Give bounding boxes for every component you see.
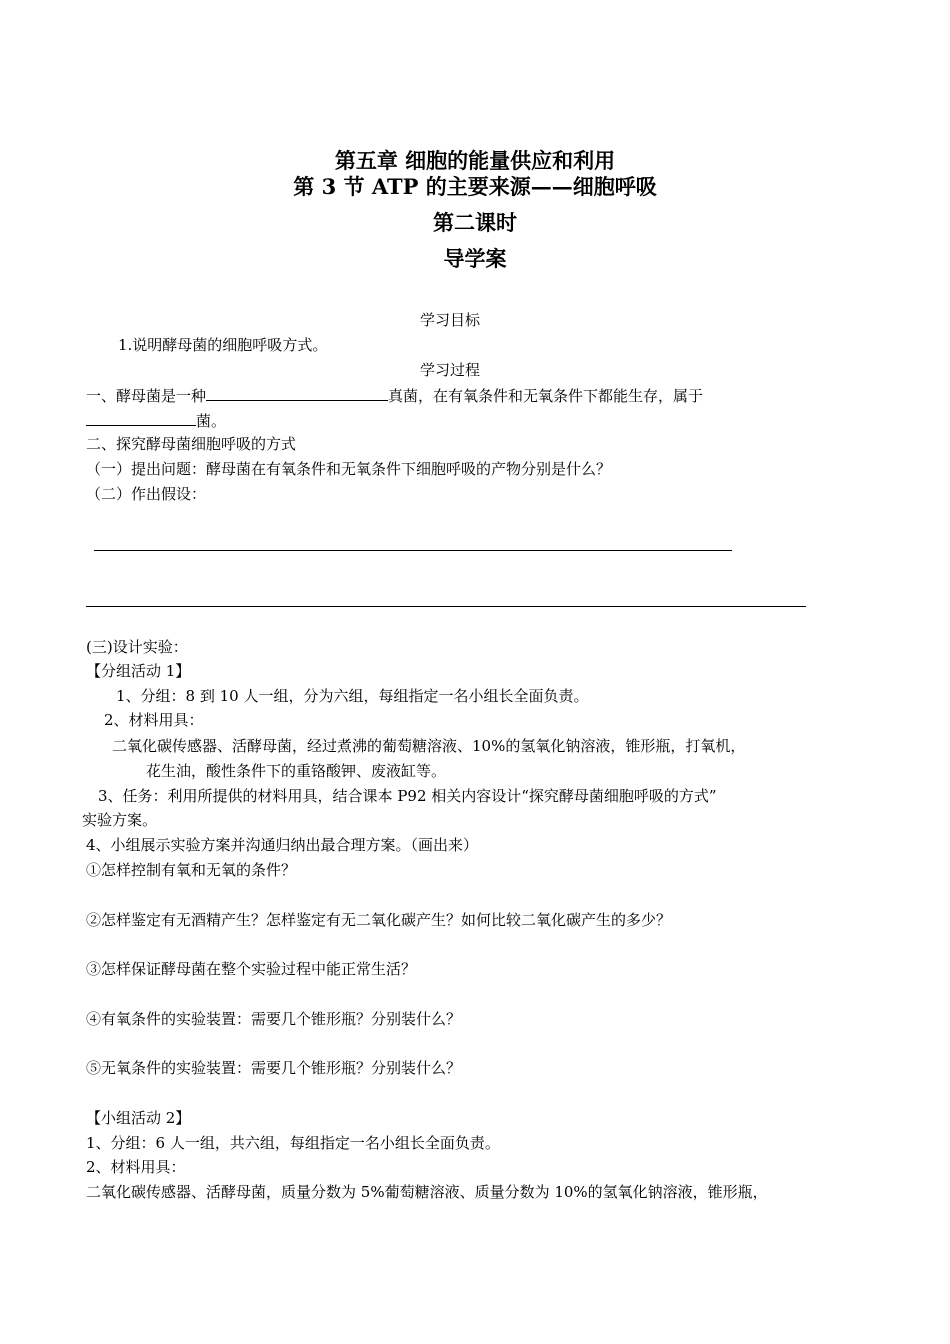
goal-item-1: 1.说明酵母菌的细胞呼吸方式。 <box>118 336 328 354</box>
activity-2-grouping: 1、分组：6 人一组，共六组，每组指定一名小组长全面负责。 <box>86 1134 500 1152</box>
goals-heading: 学习目标 <box>419 311 480 329</box>
chapter-title: 第五章 细胞的能量供应和利用 <box>334 148 616 173</box>
activity-1-materials-line-2: 花生油，酸性条件下的重铬酸钾、废液缸等。 <box>146 762 447 780</box>
doc-type-title: 导学案 <box>443 246 507 271</box>
guide-question-5: ⑤无氧条件的实验装置：需要几个锥形瓶？分别装什么？ <box>86 1059 462 1077</box>
part-2-heading: 二、探究酵母菌细胞呼吸的方式 <box>86 435 297 453</box>
answer-blank-fungus-type[interactable] <box>206 385 388 401</box>
question-1-suffix: 菌。 <box>196 412 227 430</box>
step-2-hypothesis: （二）作出假设： <box>86 485 207 503</box>
step-1-question: （一）提出问题：酵母菌在有氧条件和无氧条件下细胞呼吸的产物分别是什么？ <box>86 460 612 478</box>
activity-2-materials-line-1: 二氧化碳传感器、活酵母菌，质量分数为 5%葡萄糖溶液、质量分数为 10%的氢氧化钠溶液，锥形瓶， <box>86 1183 768 1201</box>
question-1-prefix: 一、酵母菌是一种 <box>86 387 207 405</box>
activity-1-grouping: 1、分组：8 到 10 人一组，分为六组，每组指定一名小组长全面负责。 <box>116 687 589 705</box>
question-1-line-2 <box>86 410 226 431</box>
hypothesis-answer-line-1[interactable] <box>94 550 732 551</box>
step-3-design: (三)设计实验： <box>86 638 188 656</box>
activity-1-materials-line-1: 二氧化碳传感器、活酵母菌，经过煮沸的葡萄糖溶液、10%的氢氧化钠溶液，锥形瓶，打氧机， <box>112 737 746 755</box>
guide-question-4: ④有氧条件的实验装置：需要几个锥形瓶？分别装什么？ <box>86 1010 462 1028</box>
activity-2-title: 【小组活动 2】 <box>86 1109 191 1127</box>
activity-1-materials-label: 2、材料用具： <box>104 711 204 729</box>
activity-1-task-line-2: 实验方案。 <box>82 811 158 829</box>
answer-blank-fungus-class[interactable] <box>86 410 196 426</box>
activity-1-present: 4、小组展示实验方案并沟通归纳出最合理方案。（画出来） <box>86 836 479 854</box>
process-heading: 学习过程 <box>419 361 480 379</box>
activity-1-title: 【分组活动 1】 <box>86 662 191 680</box>
guide-question-3: ③怎样保证酵母菌在整个实验过程中能正常生活？ <box>86 960 417 978</box>
question-1-mid: 真菌，在有氧条件和无氧条件下都能生存，属于 <box>388 387 704 405</box>
guide-question-1: ①怎样控制有氧和无氧的条件？ <box>86 861 297 879</box>
guide-question-2: ②怎样鉴定有无酒精产生？怎样鉴定有无二氧化碳产生？如何比较二氧化碳产生的多少？ <box>86 911 672 929</box>
hypothesis-answer-line-2[interactable] <box>86 606 806 607</box>
activity-1-task-line-1: 3、任务：利用所提供的材料用具，结合课本 P92 相关内容设计“探究酵母菌细胞呼吸的方式” <box>98 787 717 805</box>
activity-2-materials-label: 2、材料用具： <box>86 1158 186 1176</box>
lesson-title: 第二课时 <box>433 210 517 235</box>
question-1-line-1 <box>86 385 703 406</box>
section-title: 第 3 节 ATP 的主要来源——细胞呼吸 <box>293 174 657 199</box>
